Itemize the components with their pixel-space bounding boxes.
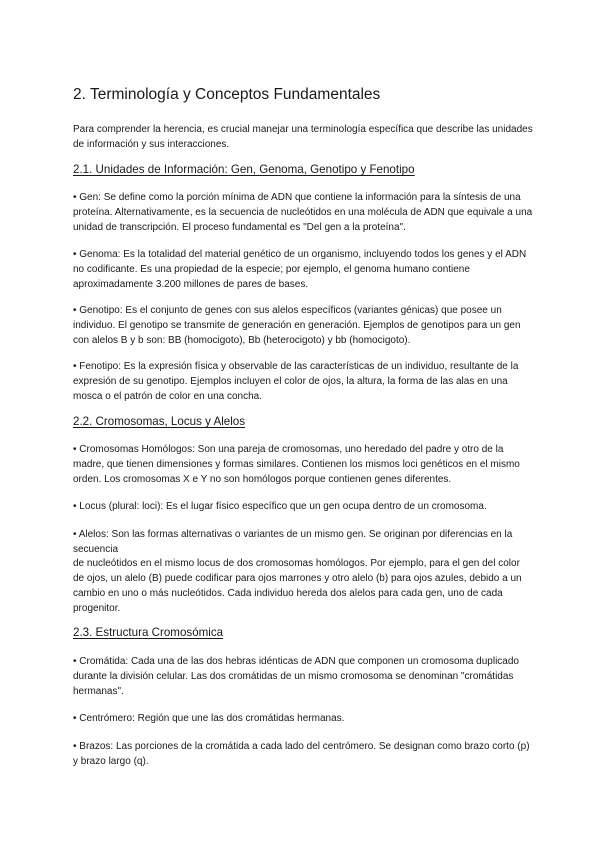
genotipo-paragraph: • Genotipo: Es el conjunto de genes con sus alelos específicos (variantes génicas) que posee un individuo. El genotipo se transmite de generación en generación. Ejemplos de genotipos para un gen con alelos B y b son: BB (homocigoto), Bb (heterocigoto) y bb (homocigoto). bbox=[73, 305, 521, 346]
alelos-paragraph-start: • Alelos: Son las formas alternativas o variantes de un mismo gen. Se originan por diferencias en la secuencia bbox=[73, 529, 513, 555]
homologos-paragraph: • Cromosomas Homólogos: Son una pareja de cromosomas, uno heredado del padre y otro de la madre, que tienen dimensiones y formas similares. Contienen los mismos loci genéticos en el mismo orden. Los cromosomas X e Y no son homólogos porque contienen genes diferentes. bbox=[73, 444, 520, 485]
section-heading-2-3: 2.3. Estructura Cromosómica bbox=[73, 626, 224, 639]
page-title: 2. Terminología y Conceptos Fundamentales bbox=[73, 86, 381, 103]
fenotipo-paragraph: • Fenotipo: Es la expresión física y observable de las características de un individuo, resultante de la expresión de su genotipo. Ejemplos incluyen el color de ojos, la altura, la forma de las alas en una mosca o el patrón de color en una concha. bbox=[73, 361, 519, 402]
gen-paragraph: • Gen: Se define como la porción mínima de ADN que contiene la información para la síntesis de una proteína. Alternativamente, es la secuencia de nucleótidos en una molécula de ADN que equivale a una unidad de transcripción. El proceso fundamental es "Del gen a la proteína". bbox=[73, 192, 533, 233]
genoma-paragraph: • Genoma: Es la totalidad del material genético de un organismo, incluyendo todos los genes y el ADN no codificante. Es una propiedad de la especie; por ejemplo, el genoma humano contiene aproximadamente 3.200 millones de pares de bases. bbox=[73, 249, 527, 290]
intro-paragraph: Para comprender la herencia, es crucial manejar una terminología específica que describe las unidades de información y sus interacciones. bbox=[73, 124, 533, 150]
cromatida-paragraph: • Cromátida: Cada una de las dos hebras idénticas de ADN que componen un cromosoma duplicado durante la división celular. Las dos cromátidas de un mismo cromosoma se denominan "cromátidas hermanas". bbox=[73, 656, 519, 697]
alelos-paragraph-cont: de nucleótidos en el mismo locus de dos cromosomas homólogos. Por ejemplo, para el gen del color de ojos, un alelo (B) puede codificar para ojos marrones y otro alelo (b) para ojos azules, debido a un cambio en uno o más nucleótidos. Cada individuo hereda dos alelos para cada gen, uno de cada progenitor. bbox=[73, 558, 522, 614]
locus-paragraph: • Locus (plural: loci): Es el lugar físico específico que un gen ocupa dentro de un cromosoma. bbox=[73, 501, 487, 512]
brazos-paragraph: • Brazos: Las porciones de la cromátida a cada lado del centrómero. Se designan como brazo corto (p) y brazo largo (q). bbox=[73, 741, 530, 767]
section-heading-2-1: 2.1. Unidades de Información: Gen, Genoma, Genotipo y Fenotipo bbox=[73, 163, 415, 176]
centromero-paragraph: • Centrómero: Región que une las dos cromátidas hermanas. bbox=[73, 713, 345, 724]
section-heading-2-2: 2.2. Cromosomas, Locus y Alelos bbox=[73, 415, 246, 428]
